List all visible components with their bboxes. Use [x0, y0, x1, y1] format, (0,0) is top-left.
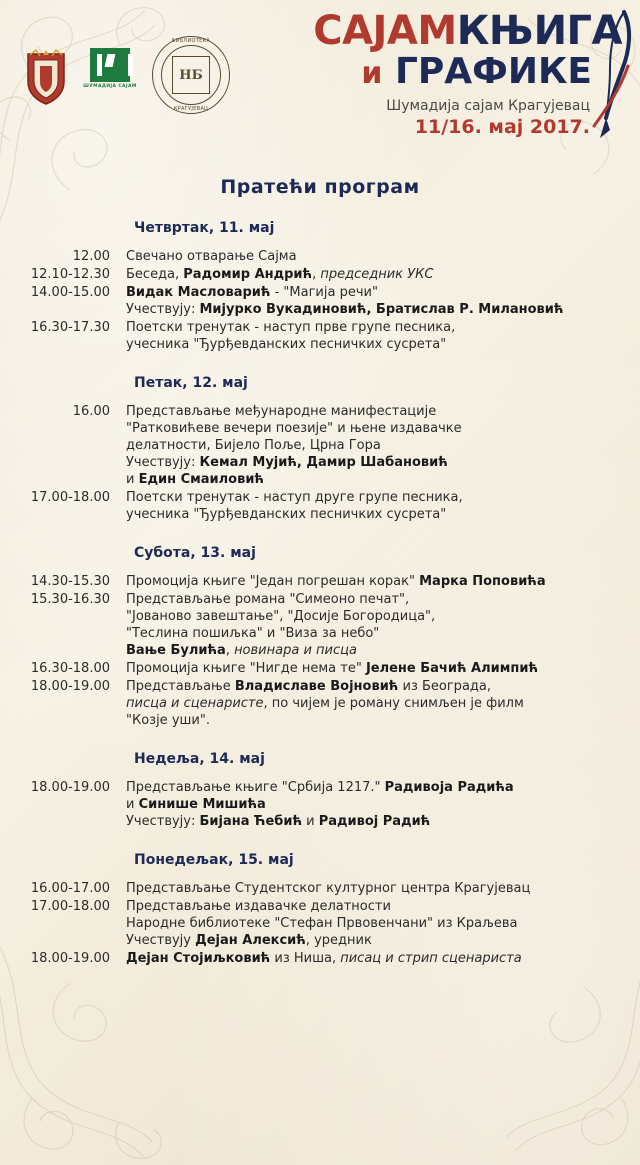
- program-entry-description: Представљање издавачке делатности Народне библиотеке "Стефан Првовенчани" из Краљева Учествују Дејан Алексић, уредник: [126, 899, 518, 948]
- program-entry-description: Представљање књиге "Србија 1217." Радивоја Радића и Синише Мишића Учествују: Бијана Ћебић и Радивој Радић: [126, 780, 514, 829]
- title-sajam: САЈАМ: [313, 8, 457, 54]
- program-entry: [0, 248, 640, 265]
- program-entry-time: 18.00-19.00: [30, 780, 110, 795]
- library-logo: [152, 36, 230, 114]
- fair-logo-label: ШУМАДИЈА САЈАМ: [83, 84, 137, 89]
- program-day-name: Четвртак, 11. мај: [134, 220, 275, 236]
- poster-header: [0, 0, 640, 150]
- program-entry-description: Беседа, Радомир Андрић, председник УКС: [126, 267, 434, 282]
- program-day: [0, 852, 640, 967]
- program-entry-time: 16.00-17.00: [30, 881, 110, 896]
- program-entry-description: Видак Масловарић - "Магија речи" Учествују: Мијурко Вукадиновић, Братислав Р. Милановић: [126, 285, 564, 317]
- poster-subtitle: Шумадија сајам Крагујевац: [386, 98, 590, 114]
- program-entry-description: Свечано отварање Сајма: [126, 249, 297, 264]
- program-entry-time: 18.00-19.00: [30, 951, 110, 966]
- program-entry-time: 17.00-18.00: [30, 490, 110, 505]
- program-entry-description: Представљање Студентског културног центра Крагујевац: [126, 881, 531, 896]
- program-days: [0, 220, 640, 967]
- program-day: [0, 751, 640, 830]
- program-entry: [0, 660, 640, 677]
- program-entry-description: Промоција књиге "Нигде нема те" Јелене Бачић Алимпић: [126, 661, 538, 676]
- program-entry: [0, 489, 640, 523]
- program-entry-description: Поетски тренутак - наступ прве групе песника, учесника "Ђурђевданских песничких сусрета": [126, 320, 456, 352]
- title-line-1: [252, 10, 622, 52]
- program-entry-time: 16.30-17.30: [30, 320, 110, 335]
- program-day-name: Петак, 12. мај: [134, 375, 248, 391]
- title-line-2: [252, 52, 622, 94]
- program-entry: [0, 678, 640, 729]
- program-day-name: Субота, 13. мај: [134, 545, 256, 561]
- program-entry-description: Поетски тренутак - наступ друге групе песника, учесника "Ђурђевданских песничких сусрета": [126, 490, 463, 522]
- program-entry: [0, 266, 640, 283]
- program-entry-description: Промоција књиге "Један погрешан корак" Марка Поповића: [126, 574, 546, 589]
- poster-title-block: [252, 10, 622, 138]
- program-entry-time: 14.30-15.30: [30, 574, 110, 589]
- program-day-name: Понедељак, 15. мај: [134, 852, 294, 868]
- library-ring-text-bottom: КРАГУЈЕВАЦ: [173, 106, 209, 112]
- quill-pen-icon: [580, 6, 640, 146]
- program-entry: [0, 319, 640, 353]
- title-knjiga: КЊИГА: [456, 8, 622, 54]
- program-entry-time: 18.00-19.00: [30, 679, 110, 694]
- program-entry-time: 12.10-12.30: [30, 267, 110, 282]
- program-entry: [0, 284, 640, 318]
- program-entry: [0, 591, 640, 659]
- program-title: Пратећи програм: [220, 176, 420, 198]
- poster-dates: 11/16. мај 2017.: [414, 116, 590, 138]
- program-entry-description: Представљање међународне манифестације "Ратковићеве вечери поезије" и њене издавачке делатности, Бијело Поље, Црна Гора Учествују: Кемал Мујић, Дамир Шабановић и Един Смаиловић: [126, 404, 462, 487]
- program-entry-description: Дејан Стојиљковић из Ниша, писац и стрип сценариста: [126, 951, 522, 966]
- coat-of-arms-icon: [24, 48, 68, 106]
- title-grafike: ГРАФИКЕ: [394, 51, 592, 92]
- title-i: и: [361, 56, 383, 91]
- program-entry: [0, 898, 640, 949]
- program-day: [0, 220, 640, 353]
- program-entry-time: 16.30-18.00: [30, 661, 110, 676]
- program-day: [0, 375, 640, 523]
- library-monogram: НБ: [172, 56, 210, 94]
- program-entry: [0, 779, 640, 830]
- logo-group: [24, 38, 230, 114]
- program-entry: [0, 573, 640, 590]
- program-entry-time: 12.00: [72, 249, 110, 264]
- program-entry: [0, 950, 640, 967]
- program-entry-description: Представљање романа "Симеоно печат", "Јованово завештање", "Досије Богородица", "Теслина пошиљка" и "Виза за небо" Вање Булића, новинара и писца: [126, 592, 436, 658]
- program-entry-description: Представљање Владиславе Војновић из Београда, писца и сценаристе, по чијем је роману снимљен је филм "Козје уши".: [126, 679, 524, 728]
- fair-logo: [82, 48, 138, 98]
- library-ring-text-top: БИБЛИОТЕКА: [171, 38, 211, 44]
- program-entry: [0, 403, 640, 488]
- program-entry-time: 17.00-18.00: [30, 899, 110, 914]
- fair-mark-icon: [90, 48, 130, 82]
- program-entry-time: 15.30-16.30: [30, 592, 110, 607]
- program-entry-time: 16.00: [72, 404, 110, 419]
- program-entry-time: 14.00-15.00: [30, 285, 110, 300]
- program-section: [0, 176, 640, 967]
- program-day-name: Недеља, 14. мај: [134, 751, 265, 767]
- program-entry: [0, 880, 640, 897]
- program-day: [0, 545, 640, 729]
